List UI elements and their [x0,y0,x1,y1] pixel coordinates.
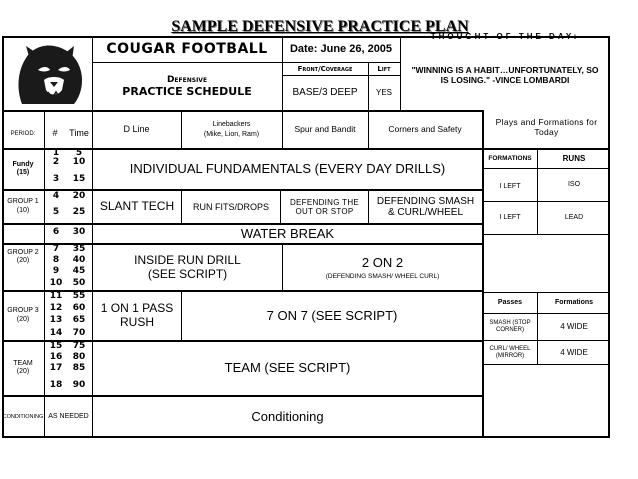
thought-text: "WINNING IS A HABIT…UNFORTUNATELY, SO IS LOSING." -VINCE LOMBARDI [411,65,599,85]
schedule-title-line1: Defensive [166,75,208,85]
passes-row-2-formation: 4 WIDE [560,347,588,357]
linebackers-header [181,111,282,148]
num-17: 17 [49,363,63,373]
num-15: 15 [49,341,63,351]
passes-row-1-formation: 4 WIDE [560,322,588,332]
drill-defending-stop: DEFENDING THE OUT OR STOP [289,197,360,216]
practice-date: Date: June 26, 2005 [289,43,393,56]
drill-team-script: TEAM (SEE SCRIPT) [224,360,351,376]
num-10: 10 [49,278,63,288]
linebackers-header-line1: Linebackers [212,120,251,128]
thought-label: THOUGHT OF THE DAY: [430,32,580,42]
time-85: 85 [72,363,86,373]
time-75: 75 [72,341,86,351]
cougar-logo [8,40,88,108]
drill-seven-on-seven: 7 ON 7 (SEE SCRIPT) [266,307,398,323]
time-15: 15 [72,174,86,184]
passes-row-1-pass: SMASH (STOP CORNER) [489,320,531,333]
front-coverage-value: BASE/3 DEEP [292,87,358,99]
passes-formations-label: Formations [554,298,594,306]
drill-two-on-two [283,245,482,290]
period-header: PERIOD: [10,131,36,138]
time-55: 55 [72,291,86,301]
front-coverage-label: Front/Coverage [297,64,353,73]
drill-water-break: WATER BREAK [240,225,335,241]
period-fundy-name: Fundy [12,160,34,168]
plays-today-header: Plays and Formations for Today [495,117,598,137]
period-team [2,341,44,395]
num-16: 16 [49,352,63,362]
schedule-title-line2: PRACTICE SCHEDULE [122,85,252,98]
num-12: 12 [49,303,63,313]
drill-inside-run: INSIDE RUN DRILL (SEE SCRIPT) [134,252,241,281]
time-5: 5 [75,148,83,158]
as-needed: AS NEEDED [48,412,89,420]
time-50: 50 [72,278,86,288]
num-11: 11 [49,291,63,301]
period-group1-name: GROUP 1 [7,198,39,206]
period-group3-count: (20) [16,315,30,323]
passes-row-2-pass: CURL/ WHEEL (MIRROR) [489,345,531,359]
drill-fundamentals: INDIVIDUAL FUNDAMENTALS (EVERY DAY DRILLS) [129,161,446,177]
period-group1 [2,190,44,223]
drill-conditioning: Conditioning [251,409,324,425]
time-30: 30 [72,227,86,237]
period-group3-name: GROUP 3 [7,307,39,315]
period-fundy [2,149,44,189]
num-2: 2 [52,157,60,167]
period-team-name: TEAM [13,359,33,367]
period-group2-count: (20) [16,257,30,264]
num-3: 3 [52,174,60,184]
time-20: 20 [72,191,86,201]
number-time-column [45,149,92,395]
runs-label: RUNS [562,153,586,163]
schedule-title [92,63,282,110]
page-title: SAMPLE DEFENSIVE PRACTICE PLAN [171,17,469,35]
runs-row-1-formation: I LEFT [499,182,521,190]
runs-row-2-run: LEAD [564,213,584,221]
runs-row-2-formation: I LEFT [499,213,521,221]
period-fundy-count: (15) [16,169,30,176]
team-name: COUGAR FOOTBALL [106,41,268,58]
spur-bandit-header: Spur and Bandit [294,123,356,134]
drill-run-fits: RUN FITS/DROPS [192,201,269,212]
corners-safety-header: Corners and Safety [388,123,462,134]
lift-label: Lift [377,64,391,73]
num-13: 13 [49,315,63,325]
time-header: Time [69,128,89,139]
num-14: 14 [49,328,63,338]
period-group3 [2,291,44,340]
period-conditioning: CONDITIONING [2,413,44,420]
time-70: 70 [72,328,86,338]
time-60: 60 [72,303,86,313]
period-team-count: (20) [16,368,30,375]
num-4: 4 [52,191,60,201]
num-8: 8 [52,255,60,265]
lift-value: YES [375,88,392,98]
num-6: 6 [52,227,60,237]
period-group2 [2,224,44,290]
num-5: 5 [52,207,60,217]
time-35: 35 [72,244,86,254]
drill-slant-tech: SLANT TECH [99,199,175,214]
time-25: 25 [72,207,86,217]
drill-defending-smash: DEFENDING SMASH & CURL/WHEEL [376,195,475,218]
num-9: 9 [52,266,60,276]
time-90: 90 [72,380,86,390]
linebackers-header-line2: (Mike, Lion, Ram) [203,130,260,138]
drill-two-on-two-sub: (DEFENDING SMASH/ WHEEL CURL) [325,273,440,280]
runs-formations-label: FORMATIONS [488,154,532,162]
num-7: 7 [52,244,60,254]
period-group2-name: GROUP 2 [7,248,39,256]
d-line-header: D Line [123,124,150,135]
time-65: 65 [72,315,86,325]
number-header: # [52,128,58,139]
time-40: 40 [72,255,86,265]
num-18: 18 [49,380,63,390]
drill-two-on-two-title: 2 ON 2 [361,255,404,270]
time-45: 45 [72,266,86,276]
num-1: 1 [52,148,60,158]
drill-one-on-one: 1 ON 1 PASS RUSH [100,301,174,329]
time-80: 80 [72,352,86,362]
passes-label: Passes [497,298,523,306]
time-10: 10 [72,157,86,167]
runs-row-1-run: ISO [567,180,581,188]
period-group1-count: (10) [16,206,30,214]
